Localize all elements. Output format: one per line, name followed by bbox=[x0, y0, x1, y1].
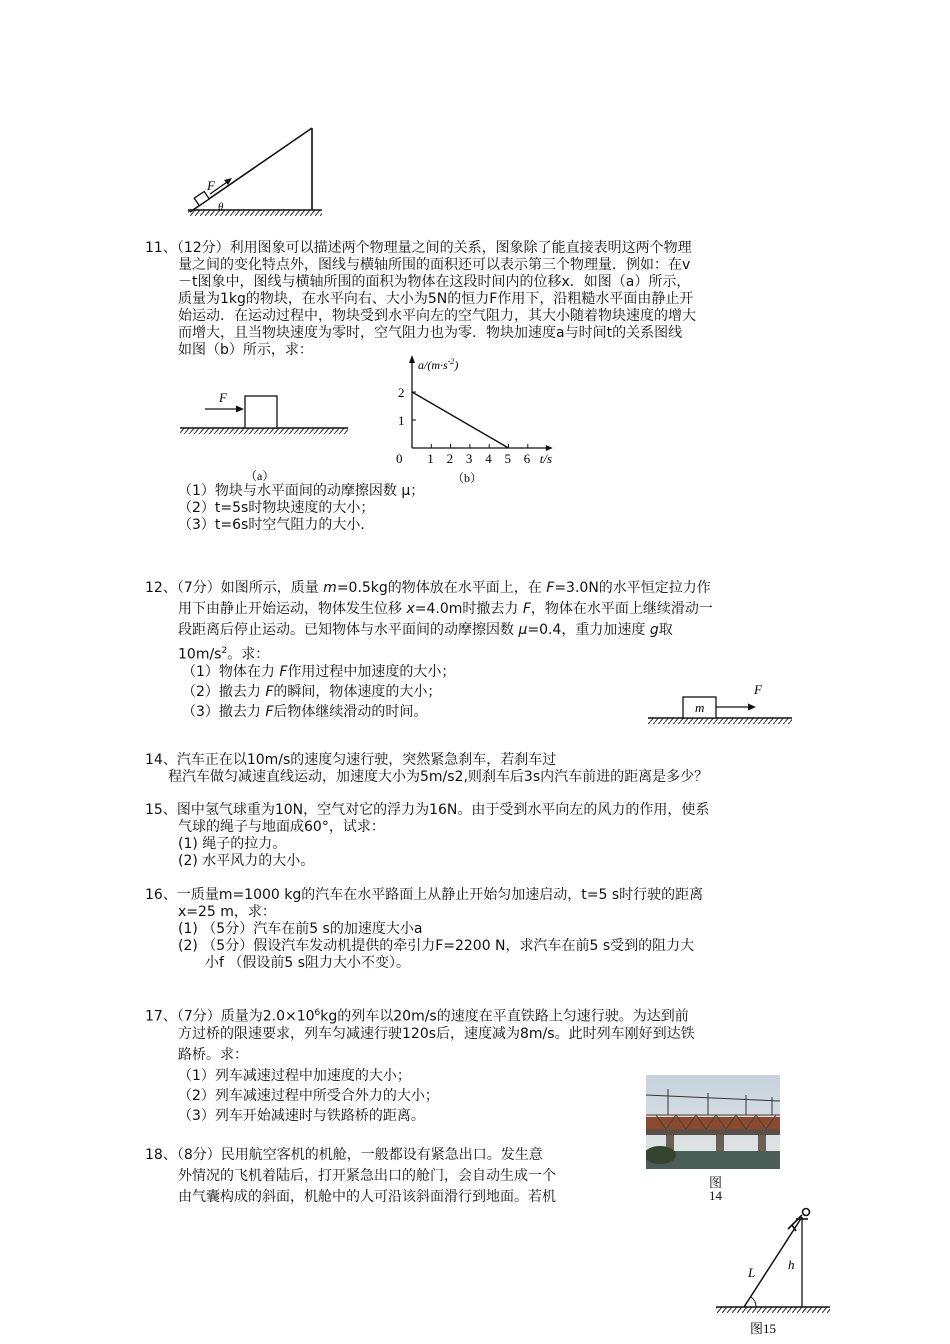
q11-fig-b-chart bbox=[390, 352, 565, 487]
x-tick-label: 6 bbox=[523, 451, 531, 466]
q16-line-4: (2) （5分）假设汽车发动机提供的牵引力F=2200 N，求汽车在前5 s受到的阻力大 bbox=[178, 938, 695, 954]
y-axis-label: $a/(m\cdot s^{-2})$ bbox=[418, 357, 459, 372]
q11-sub-3: （3）t=6s时空气阻力的大小． bbox=[178, 517, 375, 533]
q11-line-7: 如图（b）所示，求： bbox=[178, 342, 313, 358]
x-tick-label: 2 bbox=[446, 451, 454, 466]
q15-line-3: (1) 绳子的拉力。 bbox=[178, 836, 287, 852]
q14-line-2: 程汽车做匀减速直线运动，加速度大小为5m/s2,则刹车后3s内汽车前进的距离是多少？ bbox=[168, 769, 709, 785]
x-tick-label: 1 bbox=[427, 451, 434, 466]
q12-line-2: 用下由静止开始运动，物体发生位移 x=4.0m时撤去力 F，物体在水平面上继续滑动一 bbox=[178, 601, 713, 617]
q15-line-1: 15、图中氢气球重为10N，空气对它的浮力为16N。由于受到水平向左的风力的作用，使系 bbox=[145, 802, 710, 818]
q12-figure bbox=[640, 680, 800, 730]
q17-line-3: 路桥。求： bbox=[178, 1047, 248, 1063]
slide-ground-hatch bbox=[716, 1307, 830, 1313]
q12-sub-2: （2）撤去力 F的瞬间，物体速度的大小； bbox=[182, 684, 442, 700]
q11-line-4: 质量为1kg的物块，在水平向右、大小为5N的恒力F作用下，沿粗糙水平面由静止开 bbox=[178, 291, 694, 307]
q14-line-1: 14、汽车正在以10m/s的速度匀速行驶，突然紧急刹车，若刹车过 bbox=[145, 752, 557, 768]
fig-a-caption: （a） bbox=[245, 469, 275, 483]
q12-force-label: F bbox=[754, 682, 762, 697]
y-axis-arrow bbox=[409, 355, 415, 363]
q11-sub-1: （1）物块与水平面间的动摩擦因数 μ； bbox=[178, 483, 425, 499]
fig-b-caption: （b） bbox=[452, 471, 483, 485]
q12-line-3: 段距离后停止运动。已知物体与水平面间的动摩擦因数 μ=0.4，重力加速度 g取 bbox=[178, 622, 673, 638]
incline-figure bbox=[180, 120, 330, 220]
x-axis-label: t/s bbox=[539, 451, 553, 466]
q17-sub-3: （3）列车开始减速时与铁路桥的距离。 bbox=[178, 1108, 425, 1124]
incline-force-label: F bbox=[207, 178, 215, 193]
incline-angle-label: θ bbox=[218, 201, 224, 213]
q12-line-4: $10m/s^2$。求： bbox=[178, 646, 270, 663]
q12-sub-3: （3）撤去力 F后物体继续滑动的时间。 bbox=[182, 704, 428, 720]
origin-label: 0 bbox=[396, 451, 403, 466]
slide-caption: 图15 bbox=[750, 1321, 777, 1336]
q16-line-3: (1) （5分）汽车在前5 s的加速度大小a bbox=[178, 921, 423, 937]
fig-a-force-label: F bbox=[219, 390, 227, 405]
q16-line-1: 16、一质量m=1000 kg的汽车在水平路面上从静止开始匀加速启动，t=5 s时行驶的距离 bbox=[145, 887, 704, 903]
q17-line-2: 方过桥的限速要求，列车匀减速行驶120s后，速度减为8m/s。此时列车刚好到达铁 bbox=[178, 1026, 695, 1042]
q12-mass-label: m bbox=[695, 700, 705, 715]
q18-line-3: 由气囊构成的斜面，机舱中的人可沿该斜面滑行到地面。若机 bbox=[178, 1189, 556, 1205]
x-tick-label: 5 bbox=[504, 451, 511, 466]
q12-sub-1: （1）物体在力 F作用过程中加速度的大小； bbox=[182, 664, 456, 680]
photo-caption-1: 图 bbox=[709, 1175, 723, 1190]
photo-pier bbox=[758, 1135, 766, 1151]
incline-block bbox=[194, 191, 209, 205]
block bbox=[245, 396, 277, 428]
push-arrow-head bbox=[236, 406, 244, 413]
photo-bridge-deck bbox=[646, 1129, 780, 1135]
q11-line-2: 量之间的变化特点外，图线与横轴所围的面积还可以表示第三个物理量．例如：在v bbox=[178, 257, 691, 273]
q18-line-2: 外情况的飞机着陆后，打开紧急出口的舱门，会自动生成一个 bbox=[178, 1168, 556, 1184]
ground-hatch bbox=[188, 210, 322, 216]
q17-line-1: 17、（7分）质量为$2.0\times 10^6kg$的列车以20m/s的速度在平直铁路上匀速行驶。为达到前 bbox=[145, 1008, 689, 1025]
slide-angle-arc bbox=[751, 1297, 756, 1307]
q12-line-1: 12、（7分）如图所示，质量 m=0.5kg的物体放在水平面上，在 F=3.0N的水平恒定拉力作 bbox=[145, 580, 711, 596]
slide-figure bbox=[712, 1205, 837, 1341]
q12-floor-hatch bbox=[648, 718, 792, 724]
q11-line-1: 11、（12分）利用图象可以描述两个物理量之间的关系，图象除了能直接表明这两个物理 bbox=[145, 240, 692, 256]
y-tick-label: 1 bbox=[398, 413, 405, 428]
q11-line-5: 始运动．在运动过程中，物块受到水平向左的空气阻力，其大小随着物块速度的增大 bbox=[178, 308, 696, 324]
q12-force-arrow-head bbox=[748, 704, 756, 711]
q17-sub-1: （1）列车减速过程中加速度的大小； bbox=[178, 1068, 411, 1084]
q18-line-1: 18、（8分）民用航空客机的机舱，一般都设有紧急出口。发生意 bbox=[145, 1147, 543, 1163]
photo-caption-2: 14 bbox=[709, 1188, 722, 1203]
q15-line-2: 气球的绳子与地面成60°，试求： bbox=[178, 819, 385, 835]
slide-l-label: L bbox=[748, 1265, 756, 1280]
slide-h-label: h bbox=[788, 1257, 795, 1272]
q11-sub-2: （2）t=5s时物块速度的大小； bbox=[178, 500, 375, 516]
q16-line-5: 小f （假设前5 s阻力大小不变）。 bbox=[205, 955, 411, 971]
photo-pier bbox=[716, 1135, 724, 1151]
q11-line-6: 而增大，且当物块速度为零时，空气阻力也为零．物块加速度a与时间t的关系图线 bbox=[178, 325, 683, 341]
q11-line-3: －t图象中，图线与横轴所围的面积为物体在这段时间内的位移x．如图（a）所示， bbox=[178, 274, 691, 290]
q15-line-4: (2) 水平风力的大小。 bbox=[178, 853, 315, 869]
x-tick-label: 3 bbox=[465, 451, 473, 466]
person-icon bbox=[788, 1209, 810, 1232]
series-line bbox=[412, 392, 509, 448]
q17-sub-2: （2）列车减速过程中所受合外力的大小； bbox=[178, 1088, 439, 1104]
y-tick-label: 2 bbox=[398, 385, 405, 400]
x-tick-label: 4 bbox=[485, 451, 492, 466]
q16-line-2: x=25 m，求： bbox=[178, 904, 276, 920]
q11-fig-a bbox=[175, 385, 355, 485]
floor-hatch bbox=[180, 428, 348, 434]
bridge-photo bbox=[646, 1075, 780, 1169]
